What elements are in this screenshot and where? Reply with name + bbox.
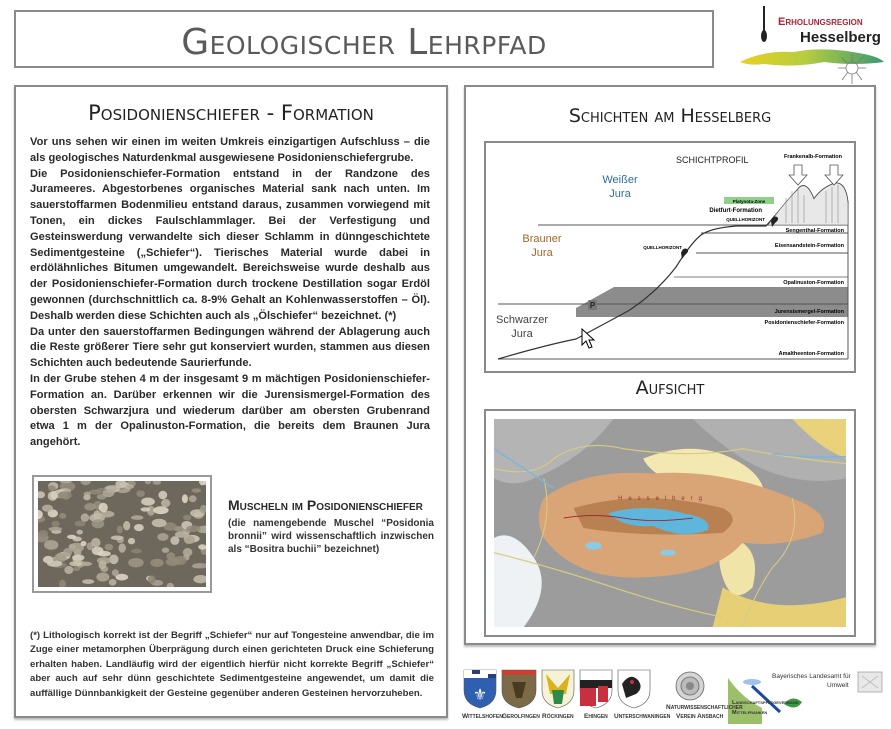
map-heading: Aufsicht	[635, 377, 705, 399]
sponsor-label: Mittelfranken	[732, 710, 768, 716]
schwarzer-jura-label: Schwarzer	[496, 314, 548, 326]
profile-heading: Schichten am Hesselberg	[568, 105, 772, 127]
section-heading: Posidonienschiefer - Formation	[88, 101, 374, 125]
sponsor-label: Unterschwaningen	[614, 713, 671, 720]
brauner-jura-label: Brauner	[522, 233, 562, 245]
sengenthal-label: Sengenthal-Formation	[785, 228, 844, 234]
sponsor-label: Bayerisches Landesamt für	[772, 673, 851, 680]
schwarzer-jura-label: Jura	[511, 328, 533, 340]
mouse-cursor	[582, 329, 594, 348]
spring-icon	[681, 249, 688, 260]
posidonienschiefer-panel	[14, 85, 448, 718]
mussel-photo-frame	[32, 475, 212, 593]
hesselberg-panel	[464, 85, 876, 645]
hesselberg-map	[494, 419, 846, 627]
svg-text:⚜: ⚜	[472, 687, 488, 704]
brauner-jura-label: Jura	[531, 247, 553, 259]
amaltheenton-label: Amaltheenton-Formation	[778, 351, 844, 357]
fleur-de-lis-crest-icon	[464, 670, 496, 708]
jurensismergel-label: Jurensismergel-Formation	[774, 309, 844, 315]
profile-title: SCHICHTPROFIL	[676, 155, 749, 165]
stratigraphy-diagram	[484, 141, 856, 373]
griffin-crest-icon	[542, 670, 574, 708]
thistle-icon	[838, 54, 866, 84]
hesselberg-logo	[734, 2, 888, 86]
page-title: Geologischer Lehrpfad	[181, 22, 547, 63]
quellhorizont-label: QUELLHORIZONT	[726, 217, 765, 222]
main-text	[30, 135, 430, 451]
sponsor-label: Landschaftspflegeverband	[732, 700, 799, 706]
swan-crest-icon	[618, 670, 650, 708]
mussel-photo	[38, 481, 206, 587]
sponsor-logos	[462, 664, 888, 726]
footnote: (*) Lithologisch korrekt ist der Begriff „Schiefer“ nur auf Tongesteine anwendbar, die im Zuge einer metamorphen Überprägung durch einen gerichteten Druck eine Schieferung erhalten haben. Landläufig wird der eigentlich hierfür nicht korrekte Begriff „Schiefer“ aber auch auf sehr dünn geschichtete Sedimentgesteine angewendet, um damit die auffällige Dünnbankigkeit der Gesteine gegenüber anderen Gesteinen hervorzuheben.	[30, 630, 434, 699]
reef-hatch	[768, 183, 848, 225]
sponsor-label: Gerolfingen	[502, 713, 540, 720]
dietfurt-label: Dietfurt-Formation	[709, 208, 762, 214]
bavarian-crest-icon	[858, 672, 882, 692]
ammonite-logo-icon	[676, 672, 704, 700]
down-arrow-icon	[789, 165, 843, 185]
weisser-jura-label: Weißer	[602, 174, 638, 186]
sponsor-label: Verein Ansbach	[676, 713, 724, 720]
map-frame	[484, 409, 856, 637]
tower-crest-icon	[580, 670, 612, 708]
quellhorizont-label: QUELLHORIZONT	[643, 245, 682, 250]
posidonienschiefer-label: Posidonienschiefer-Formation	[764, 320, 844, 326]
sponsor-label: Umwelt	[827, 682, 849, 689]
weisser-jura-label: Jura	[609, 188, 631, 200]
sponsor-label: Röckingen	[542, 713, 574, 720]
photo-caption-title: Muscheln im Posidonienschiefer	[228, 497, 423, 513]
map-label-hesselberg: Hesselberg	[618, 496, 708, 503]
eagle-crest-icon	[502, 670, 536, 708]
opalinuston-label: Opalinuston-Formation	[783, 280, 844, 286]
sponsor-label: Ehingen	[584, 713, 608, 720]
title-banner	[14, 10, 714, 68]
paragraph: Vor uns sehen wir einen im weiten Umkreis einzigartigen Aufschluss – die als geologisches Naturdenkmal ausgewiesene Posidonienschiefergrube.	[30, 136, 430, 164]
frankenalb-label: Frankenalb-Formation	[783, 154, 842, 160]
sponsor-label: Wittelshofen	[462, 713, 503, 720]
logo-line2: Hesselberg	[800, 29, 881, 46]
photo-caption-text: (die namengebende Muschel “Posidonia bronnii” wird wissenschaftlich inzwischen als “Bositra buchii” bezeichnet)	[228, 518, 434, 555]
p-marker-label: P	[589, 301, 596, 310]
paragraph: Die Posidonienschiefer-Formation entstand in der Randzone des Jurameeres. Abgestorbenes organisches Material sank nach unten. Im sauerstoffarmen Bodenmilieu entstand daraus, zusammen vorwiegend mit Tonen, ein dickes Faulschlammlager. Bei der Verfestigung und Gesteinswerdung verwandelte sich dieser Schlamm in dünngeschichtete Sedimentgesteine („Schiefer“). Tierisches Material wurde dabei in erdölähnliches Bitumen umgewandelt. Bereichsweise wurde deshalb aus der Posidonienschiefer-Formation durch trockene Destillation sogar Erdöl gewonnen (durchschnittlich ca. 8-9% Gehalt an Kohlenwasserstoffen – Öl). Deshalb werden diese Schichten auch als „Ölschiefer“ bezeichnet. (*)	[30, 167, 430, 322]
paragraph: In der Grube stehen 4 m der insgesamt 9 m mächtigen Posidonienschiefer-Formation an. Darüber erkennen wir die Jurensismergel-Formation des obersten Schwarzjura und wiederum darüber am obersten Grubenrand etwa 1 m der Opalinuston-Formation, die bereits dem Braunen Jura angehört.	[30, 372, 430, 449]
logo-line1: Erholungsregion	[778, 16, 863, 28]
platynota-label: Platynota-Zone	[732, 199, 766, 204]
paragraph: Da unter den sauerstoffarmen Bedingungen während der Ablagerung auch die Reste größerer Tiere sehr gut konserviert wurden, stammen aus diesen Schichten auch bedeutende Saurierfunde.	[30, 325, 430, 370]
sponsor-label: Naturwissenschaftlicher	[666, 704, 743, 711]
eisensandstein-label: Eisensandstein-Formation	[774, 243, 844, 249]
stratigraphy-svg	[486, 143, 854, 371]
